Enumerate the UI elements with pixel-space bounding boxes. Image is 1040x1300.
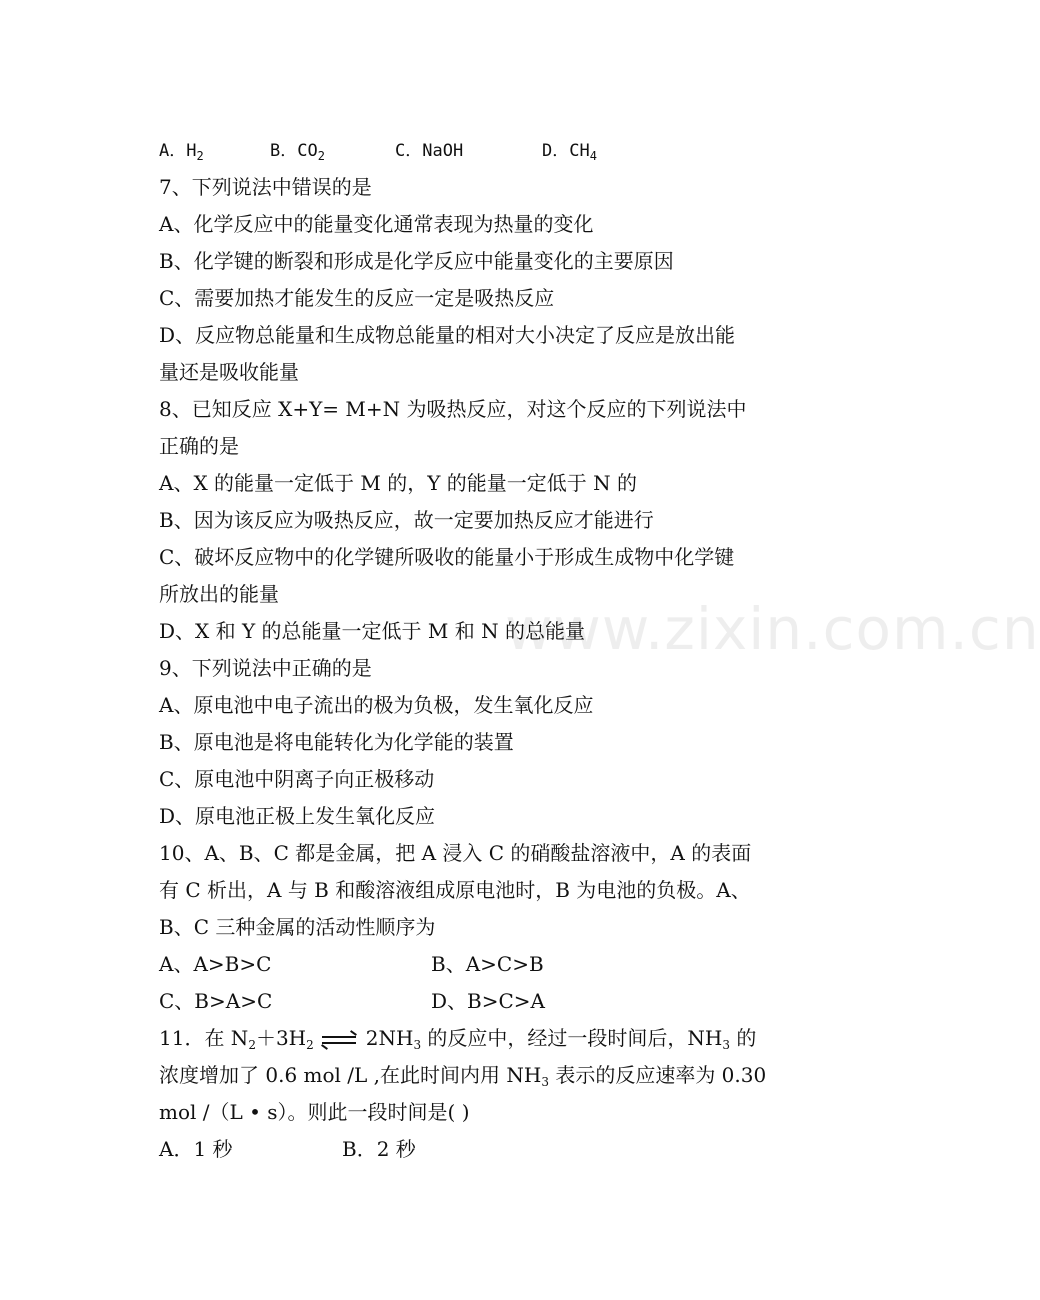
q10-options-row1 [159,946,779,982]
q11-stem-line1: 11．在 $N_2+3H_2$ $2NH_3$ 的反应中，经过一段时间后，$NH_3$ 的 [159,1026,757,1052]
q8-option-b: B、因为该反应为吸热反应，故一定要加热反应才能进行 [159,508,654,532]
q10-options-row2 [159,983,779,1019]
q10-option-d: D、B>C>A [431,989,545,1013]
q6-option-b: B．$CO_2$ [270,141,325,163]
q10-stem-line1: 10、A、B、C 都是金属，把 A 浸入 C 的硝酸盐溶液中，A 的表面 [159,841,752,865]
q8-option-c-line1: C、破坏反应物中的化学键所吸收的能量小于形成生成物中化学键 [159,545,735,569]
q10-stem-line2: 有 C 析出，A 与 B 和酸溶液组成原电池时，B 为电池的负极。A、 [159,878,751,902]
q11-options [159,1131,779,1167]
q9-stem: 9、下列说法中正确的是 [159,656,372,680]
q8-option-d: D、X 和 Y 的总能量一定低于 M 和 N 的总能量 [159,619,585,643]
q10-option-b: B、A>C>B [431,952,544,976]
q9-option-d: D、原电池正极上发生氧化反应 [159,804,436,828]
q8-stem-line1: 8、已知反应 X+Y= M+N 为吸热反应，对这个反应的下列说法中 [159,397,747,421]
q7-stem: 7、下列说法中错误的是 [159,175,372,199]
q10-option-a: A、A>B>C [159,952,272,976]
q10-stem-line3: B、C 三种金属的活动性顺序为 [159,915,436,939]
q7-option-d-line1: D、反应物总能量和生成物总能量的相对大小决定了反应是放出能 [159,323,736,347]
q11-stem-line2: 浓度增加了 0.6 mol /L ,在此时间内用 $NH_3$ 表示的反应速率为 0.30 [159,1063,767,1089]
q9-option-a: A、原电池中电子流出的极为负极，发生氧化反应 [159,693,594,717]
q7-option-a: A、化学反应中的能量变化通常表现为热量的变化 [159,212,594,236]
q9-option-c: C、原电池中阴离子向正极移动 [159,767,435,791]
q7-option-c: C、需要加热才能发生的反应一定是吸热反应 [159,286,555,310]
q11-option-b: B．2 秒 [342,1137,416,1161]
watermark: www.zixin.com.cn [505,595,1040,663]
q11-stem-line3: mol /（L • s）。则此一段时间是( ) [159,1100,470,1124]
q8-option-c-line2: 所放出的能量 [159,582,279,606]
q8-stem-line2: 正确的是 [159,434,239,458]
q9-option-b: B、原电池是将电能转化为化学能的装置 [159,730,514,754]
q6-options [159,133,779,169]
q6-option-d: D．$CH_4$ [542,141,597,163]
q8-option-a: A、X 的能量一定低于 M 的，Y 的能量一定低于 N 的 [159,471,638,495]
q6-option-c: C．NaOH [395,141,464,161]
reversible-arrow-icon [322,1033,356,1047]
q7-option-b: B、化学键的断裂和形成是化学反应中能量变化的主要原因 [159,249,674,273]
q11-option-a: A．1 秒 [159,1137,233,1161]
q7-option-d-line2: 量还是吸收能量 [159,360,299,384]
q10-option-c: C、B>A>C [159,989,273,1013]
q6-option-a: A．$H_2$ [159,141,204,163]
